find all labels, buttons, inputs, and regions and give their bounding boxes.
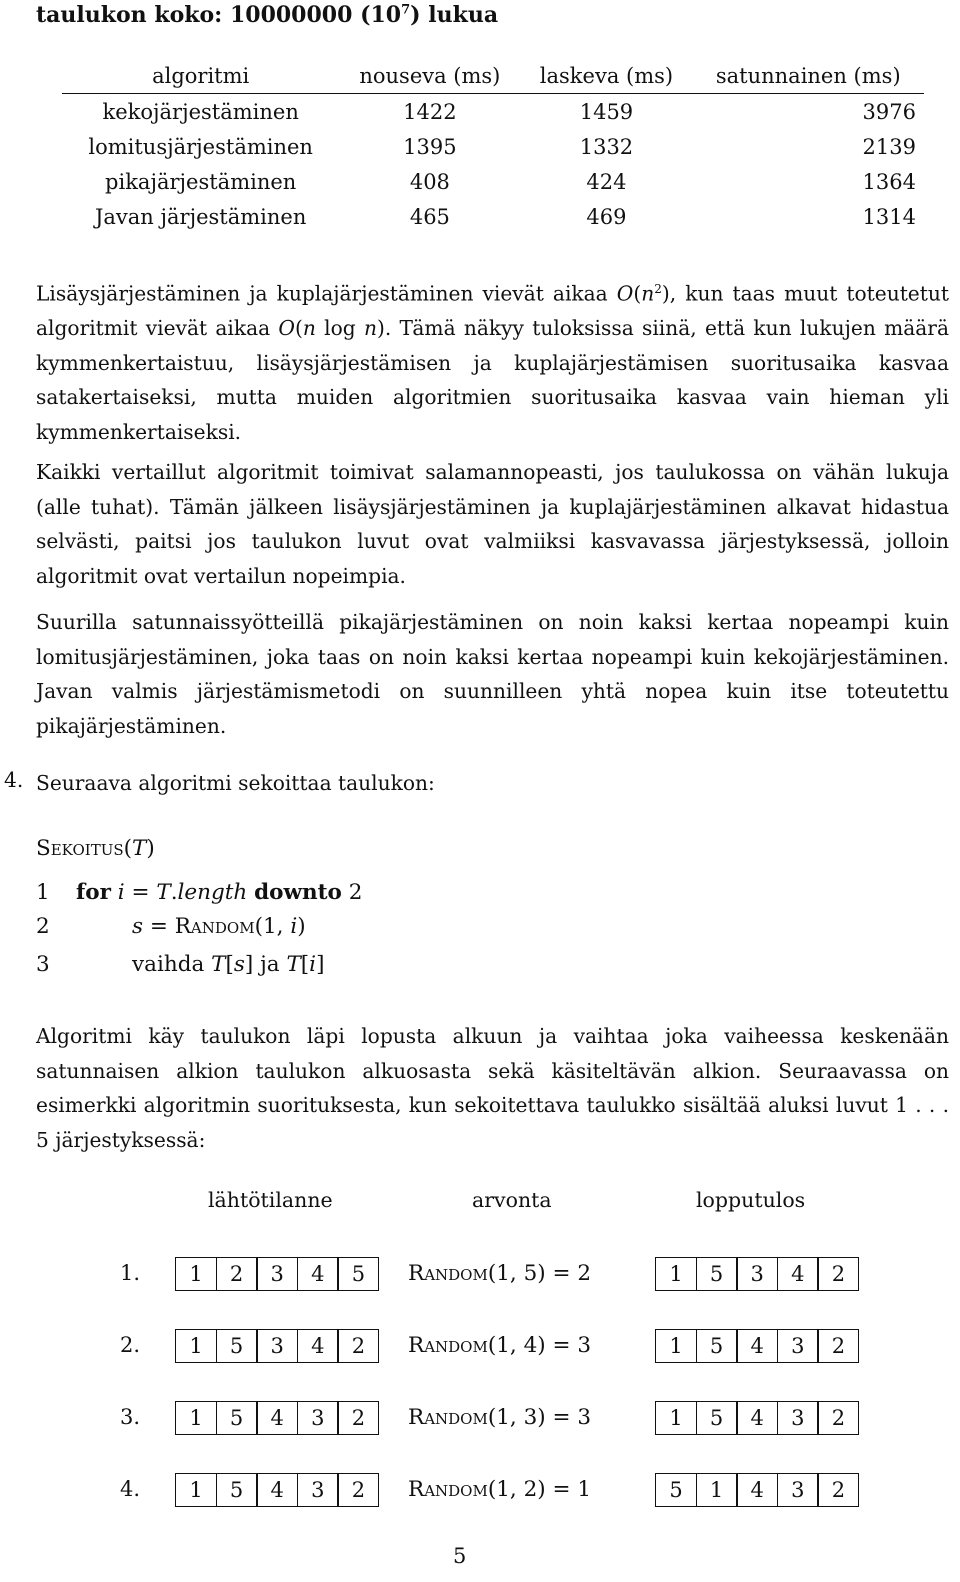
random-call: Random(1, 2) = 1 xyxy=(408,1477,591,1502)
array-cell: 2 xyxy=(817,1329,859,1363)
column-header-initial: lähtötilanne xyxy=(208,1188,333,1212)
array-cell: 1 xyxy=(175,1257,217,1291)
array-cell: 4 xyxy=(736,1329,778,1363)
column-header-algorithm: algoritmi xyxy=(62,62,339,94)
array-cell: 5 xyxy=(655,1473,697,1507)
array-cell: 4 xyxy=(297,1257,339,1291)
column-header-random: satunnainen (ms) xyxy=(693,62,924,94)
table-cell: lomitusjärjestäminen xyxy=(88,134,313,159)
array-cell: 1 xyxy=(655,1329,697,1363)
pseudocode-line: vaihda T[s] ja T[i] xyxy=(132,952,325,977)
page-number: 5 xyxy=(453,1544,467,1568)
array-cell: 5 xyxy=(696,1401,738,1435)
item-number: 4. xyxy=(4,768,24,792)
array-cell: 4 xyxy=(256,1473,298,1507)
step-label: 4. xyxy=(120,1477,141,1501)
table-row xyxy=(62,129,924,164)
table-cell: 1364 xyxy=(862,169,916,194)
array-cell: 5 xyxy=(216,1473,258,1507)
array-cell: 3 xyxy=(777,1473,819,1507)
section-heading: taulukon koko: 10000000 $(10^7)$ lukua xyxy=(36,2,499,28)
array-cell: 3 xyxy=(297,1401,339,1435)
pseudocode-line: for i = T.length downto 2 xyxy=(76,880,363,905)
random-call: Random(1, 3) = 3 xyxy=(408,1405,591,1430)
array-cell: 1 xyxy=(175,1329,217,1363)
pseudocode-line-number: 2 xyxy=(36,914,50,939)
table-row xyxy=(62,94,924,130)
array-cell: 3 xyxy=(297,1473,339,1507)
array-cell: 3 xyxy=(736,1257,778,1291)
array-cell: 2 xyxy=(337,1329,379,1363)
benchmark-table xyxy=(62,62,924,234)
table-cell: 408 xyxy=(409,169,450,194)
array-cell: 1 xyxy=(696,1473,738,1507)
array-cell: 3 xyxy=(777,1329,819,1363)
table-cell: 469 xyxy=(586,204,627,229)
array-before xyxy=(175,1473,379,1507)
array-cell: 3 xyxy=(777,1401,819,1435)
array-cell: 5 xyxy=(696,1329,738,1363)
array-cell: 4 xyxy=(736,1401,778,1435)
array-cell: 1 xyxy=(655,1401,697,1435)
pseudocode-line-number: 3 xyxy=(36,952,50,977)
step-label: 3. xyxy=(120,1405,141,1429)
table-cell: 1332 xyxy=(579,134,634,159)
table-cell: 1395 xyxy=(403,134,457,159)
array-cell: 2 xyxy=(216,1257,258,1291)
column-header-result: lopputulos xyxy=(696,1188,806,1212)
array-cell: 1 xyxy=(175,1473,217,1507)
array-after xyxy=(655,1473,859,1507)
item-text: Seuraava algoritmi sekoittaa taulukon: xyxy=(36,771,435,795)
array-before xyxy=(175,1257,379,1291)
column-header-ascending: nouseva (ms) xyxy=(339,62,520,94)
array-cell: 5 xyxy=(216,1401,258,1435)
pseudocode-line: s = Random(1, i) xyxy=(132,914,306,939)
array-cell: 5 xyxy=(216,1329,258,1363)
array-before xyxy=(175,1329,379,1363)
array-cell: 2 xyxy=(817,1257,859,1291)
array-after xyxy=(655,1401,859,1435)
array-before xyxy=(175,1401,379,1435)
pseudocode-line-number: 1 xyxy=(36,880,50,905)
paragraph-complexity: Lisäysjärjestäminen ja kuplajärjestäminen vievät aikaa $O(n^2)$, kun taas muut toteutetut algoritmit vievät aikaa O(n log n). Tämä näkyy tuloksissa siinä, että kun lukujen määrä kymmenkertaistuu, lisäysjärjestämisen ja kuplajärjestämisen suoritusaika kasvaa satakertaiseksi, mutta muiden algoritmien suoritusaika kasvaa vain hieman yli kymmenkertaiseksi. xyxy=(36,281,949,444)
table-cell: Javan järjestäminen xyxy=(94,204,307,229)
table-cell: 424 xyxy=(586,169,627,194)
array-after xyxy=(655,1257,859,1291)
array-cell: 2 xyxy=(337,1473,379,1507)
table-cell: 465 xyxy=(409,204,450,229)
paragraph-algorithm-explanation: Algoritmi käy taulukon läpi lopusta alkuun ja vaihtaa joka vaiheessa keskenään satunnaisen alkion taulukon alkuosasta sekä käsiteltävän alkion. Seuraavassa on esimerkki algoritmin suorituksesta, kun sekoitettava taulukko sisältää aluksi luvut 1 . . . 5 järjestyksessä: xyxy=(36,1024,949,1152)
array-cell: 2 xyxy=(337,1401,379,1435)
column-header-descending: laskeva (ms) xyxy=(520,62,692,94)
step-label: 2. xyxy=(120,1333,141,1357)
array-cell: 5 xyxy=(337,1257,379,1291)
table-row xyxy=(62,164,924,199)
array-cell: 2 xyxy=(817,1401,859,1435)
table-cell: 1314 xyxy=(862,204,916,229)
table-header-row xyxy=(62,62,924,94)
paragraph-random-inputs: Suurilla satunnaissyötteillä pikajärjestäminen on noin kaksi kertaa nopeampi kuin lomitusjärjestäminen, joka taas on noin kaksi kertaa nopeampi kuin kekojärjestäminen. Javan valmis järjestämismetodi on suunnilleen yhtä nopea kuin itse toteutettu pikajärjestäminen. xyxy=(36,610,949,738)
paragraph-small-inputs: Kaikki vertaillut algoritmit toimivat salamannopeasti, jos taulukossa on vähän lukuja (alle tuhat). Tämän jälkeen lisäysjärjestäminen ja kuplajärjestäminen alkavat hidastua selvästi, paitsi jos taulukon luvut ovat valmiiksi kasvavassa järjestyksessä, jolloin algoritmit ovat vertailun nopeimpia. xyxy=(36,460,949,588)
table-row xyxy=(62,199,924,234)
table-cell: 3976 xyxy=(862,99,916,124)
array-cell: 4 xyxy=(777,1257,819,1291)
pseudocode-title: Sekoitus(T) xyxy=(36,836,155,861)
table-cell: 2139 xyxy=(862,134,916,159)
array-cell: 4 xyxy=(736,1473,778,1507)
array-cell: 3 xyxy=(256,1257,298,1291)
array-cell: 1 xyxy=(175,1401,217,1435)
array-cell: 5 xyxy=(696,1257,738,1291)
step-label: 1. xyxy=(120,1261,141,1285)
random-call: Random(1, 5) = 2 xyxy=(408,1261,591,1286)
array-cell: 4 xyxy=(297,1329,339,1363)
array-cell: 4 xyxy=(256,1401,298,1435)
array-cell: 1 xyxy=(655,1257,697,1291)
table-cell: pikajärjestäminen xyxy=(105,169,297,194)
table-cell: 1459 xyxy=(579,99,634,124)
array-cell: 3 xyxy=(256,1329,298,1363)
random-call: Random(1, 4) = 3 xyxy=(408,1333,591,1358)
array-cell: 2 xyxy=(817,1473,859,1507)
array-after xyxy=(655,1329,859,1363)
column-header-draw: arvonta xyxy=(472,1188,552,1212)
table-cell: kekojärjestäminen xyxy=(102,99,299,124)
table-cell: 1422 xyxy=(403,99,457,124)
